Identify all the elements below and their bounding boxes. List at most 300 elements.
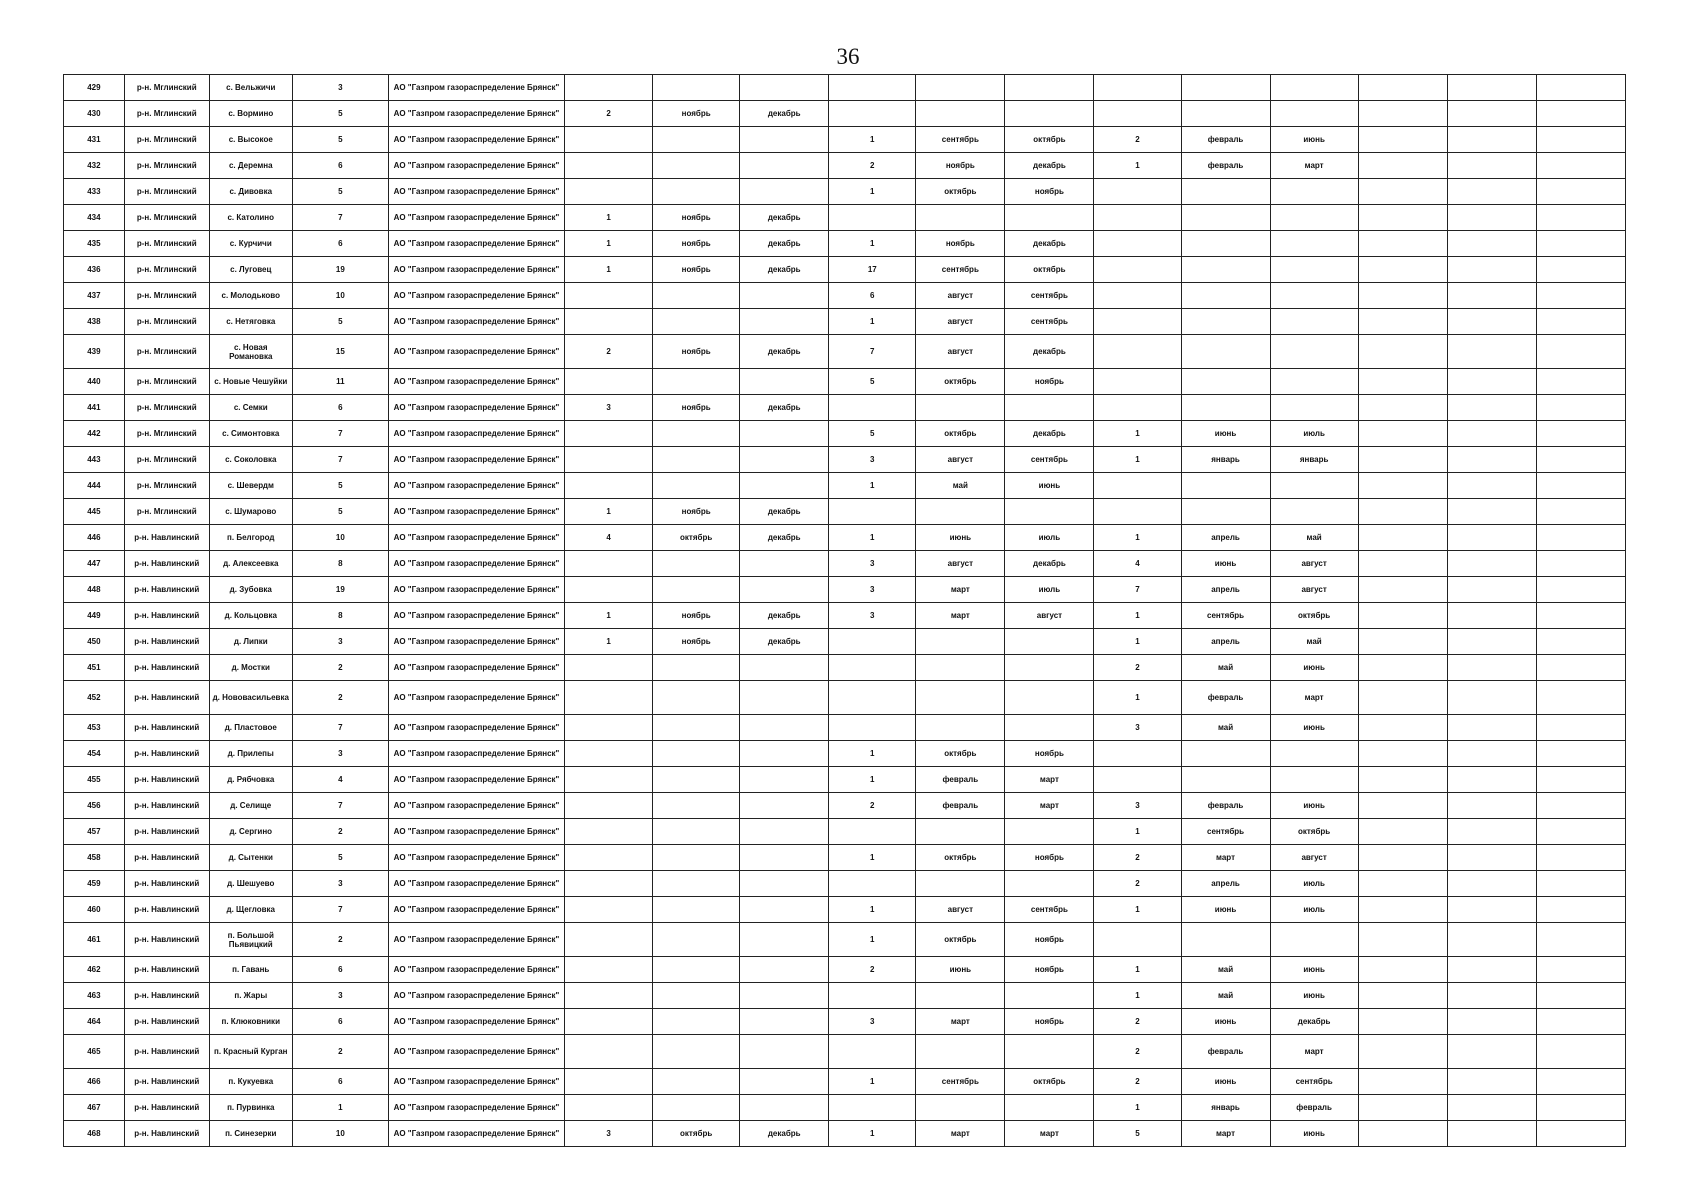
empty-cell: [1536, 629, 1625, 655]
period2-quantity-cell: 1: [829, 179, 916, 205]
period1-start-month-cell: ноябрь: [653, 335, 740, 369]
period1-quantity-cell: [565, 577, 653, 603]
period2-start-month-cell: август: [916, 335, 1005, 369]
period3-start-month-cell: июнь: [1181, 1069, 1270, 1095]
empty-cell: [1447, 525, 1536, 551]
empty-cell: [1447, 923, 1536, 957]
district-cell: р-н. Навлинский: [124, 525, 209, 551]
empty-cell: [1358, 179, 1447, 205]
locality-cell: д. Липки: [209, 629, 292, 655]
period3-quantity-cell: [1094, 257, 1181, 283]
empty-cell: [1447, 257, 1536, 283]
locality-cell: с. Шевердм: [209, 473, 292, 499]
period3-quantity-cell: [1094, 205, 1181, 231]
period2-start-month-cell: октябрь: [916, 421, 1005, 447]
period1-quantity-cell: [565, 309, 653, 335]
period2-quantity-cell: [829, 205, 916, 231]
count-cell: 8: [292, 551, 388, 577]
period1-end-month-cell: [740, 741, 829, 767]
period1-end-month-cell: [740, 897, 829, 923]
count-cell: 10: [292, 1121, 388, 1147]
organization-cell: АО "Газпром газораспределение Брянск": [388, 983, 564, 1009]
empty-cell: [1447, 957, 1536, 983]
empty-cell: [1536, 75, 1625, 101]
empty-cell: [1358, 525, 1447, 551]
table-row: [64, 153, 1626, 179]
period2-start-month-cell: март: [916, 577, 1005, 603]
period3-end-month-cell: март: [1270, 153, 1358, 179]
count-cell: 5: [292, 101, 388, 127]
row-number-cell: 466: [64, 1069, 125, 1095]
empty-cell: [1536, 1009, 1625, 1035]
period2-start-month-cell: октябрь: [916, 845, 1005, 871]
empty-cell: [1536, 369, 1625, 395]
district-cell: р-н. Навлинский: [124, 1121, 209, 1147]
empty-cell: [1358, 1095, 1447, 1121]
period1-end-month-cell: [740, 1095, 829, 1121]
locality-cell: с. Шумарово: [209, 499, 292, 525]
locality-cell: д. Щегловка: [209, 897, 292, 923]
empty-cell: [1447, 179, 1536, 205]
empty-cell: [1536, 923, 1625, 957]
period1-start-month-cell: ноябрь: [653, 257, 740, 283]
organization-cell: АО "Газпром газораспределение Брянск": [388, 395, 564, 421]
period2-quantity-cell: 17: [829, 257, 916, 283]
count-cell: 5: [292, 179, 388, 205]
empty-cell: [1447, 1069, 1536, 1095]
period1-quantity-cell: 3: [565, 395, 653, 421]
table-row: [64, 499, 1626, 525]
period1-start-month-cell: [653, 577, 740, 603]
period3-quantity-cell: 3: [1094, 793, 1181, 819]
organization-cell: АО "Газпром газораспределение Брянск": [388, 369, 564, 395]
organization-cell: АО "Газпром газораспределение Брянск": [388, 871, 564, 897]
district-cell: р-н. Навлинский: [124, 923, 209, 957]
empty-cell: [1447, 897, 1536, 923]
period1-quantity-cell: [565, 179, 653, 205]
period3-end-month-cell: [1270, 309, 1358, 335]
period1-start-month-cell: [653, 551, 740, 577]
table-row: [64, 309, 1626, 335]
period1-start-month-cell: [653, 845, 740, 871]
empty-cell: [1358, 629, 1447, 655]
organization-cell: АО "Газпром газораспределение Брянск": [388, 957, 564, 983]
period1-start-month-cell: [653, 179, 740, 205]
period3-quantity-cell: 1: [1094, 525, 1181, 551]
locality-cell: д. Мостки: [209, 655, 292, 681]
count-cell: 3: [292, 741, 388, 767]
empty-cell: [1536, 715, 1625, 741]
period3-start-month-cell: февраль: [1181, 153, 1270, 179]
period3-start-month-cell: февраль: [1181, 681, 1270, 715]
period3-end-month-cell: июль: [1270, 897, 1358, 923]
period3-end-month-cell: сентябрь: [1270, 1069, 1358, 1095]
table-row: [64, 681, 1626, 715]
period2-end-month-cell: ноябрь: [1005, 741, 1094, 767]
empty-cell: [1536, 819, 1625, 845]
empty-cell: [1447, 75, 1536, 101]
empty-cell: [1536, 577, 1625, 603]
row-number-cell: 442: [64, 421, 125, 447]
empty-cell: [1358, 1035, 1447, 1069]
count-cell: 11: [292, 369, 388, 395]
empty-cell: [1447, 499, 1536, 525]
period2-quantity-cell: 1: [829, 1121, 916, 1147]
period2-quantity-cell: 1: [829, 897, 916, 923]
period2-quantity-cell: 2: [829, 793, 916, 819]
period1-start-month-cell: ноябрь: [653, 231, 740, 257]
period1-start-month-cell: [653, 447, 740, 473]
period2-start-month-cell: [916, 819, 1005, 845]
locality-cell: п. Большой Пьявицкий: [209, 923, 292, 957]
district-cell: р-н. Мглинский: [124, 205, 209, 231]
period3-start-month-cell: апрель: [1181, 577, 1270, 603]
period3-quantity-cell: [1094, 499, 1181, 525]
period1-end-month-cell: [740, 923, 829, 957]
period1-quantity-cell: 1: [565, 629, 653, 655]
period2-start-month-cell: март: [916, 603, 1005, 629]
row-number-cell: 464: [64, 1009, 125, 1035]
period1-quantity-cell: [565, 1009, 653, 1035]
locality-cell: с. Деремна: [209, 153, 292, 179]
period2-start-month-cell: март: [916, 1009, 1005, 1035]
organization-cell: АО "Газпром газораспределение Брянск": [388, 473, 564, 499]
period1-start-month-cell: [653, 741, 740, 767]
organization-cell: АО "Газпром газораспределение Брянск": [388, 655, 564, 681]
period2-quantity-cell: [829, 1095, 916, 1121]
period3-end-month-cell: [1270, 231, 1358, 257]
period2-quantity-cell: [829, 1035, 916, 1069]
period1-start-month-cell: [653, 1035, 740, 1069]
period2-start-month-cell: октябрь: [916, 923, 1005, 957]
period1-start-month-cell: октябрь: [653, 525, 740, 551]
period2-start-month-cell: [916, 395, 1005, 421]
locality-cell: д. Кольцовка: [209, 603, 292, 629]
district-cell: р-н. Навлинский: [124, 1035, 209, 1069]
period1-quantity-cell: [565, 983, 653, 1009]
period3-end-month-cell: июль: [1270, 421, 1358, 447]
empty-cell: [1447, 1035, 1536, 1069]
empty-cell: [1358, 335, 1447, 369]
organization-cell: АО "Газпром газораспределение Брянск": [388, 179, 564, 205]
period1-quantity-cell: [565, 923, 653, 957]
period3-end-month-cell: февраль: [1270, 1095, 1358, 1121]
period1-quantity-cell: 1: [565, 257, 653, 283]
empty-cell: [1358, 741, 1447, 767]
empty-cell: [1358, 957, 1447, 983]
empty-cell: [1447, 231, 1536, 257]
empty-cell: [1447, 577, 1536, 603]
period3-start-month-cell: [1181, 923, 1270, 957]
period3-quantity-cell: 5: [1094, 1121, 1181, 1147]
period1-quantity-cell: [565, 741, 653, 767]
period1-end-month-cell: [740, 577, 829, 603]
period3-quantity-cell: [1094, 231, 1181, 257]
period2-end-month-cell: [1005, 75, 1094, 101]
district-cell: р-н. Навлинский: [124, 1069, 209, 1095]
period1-end-month-cell: [740, 767, 829, 793]
row-number-cell: 449: [64, 603, 125, 629]
period2-end-month-cell: ноябрь: [1005, 369, 1094, 395]
period1-quantity-cell: [565, 897, 653, 923]
empty-cell: [1358, 603, 1447, 629]
count-cell: 3: [292, 983, 388, 1009]
period1-quantity-cell: 2: [565, 101, 653, 127]
table-row: [64, 1121, 1626, 1147]
period1-quantity-cell: [565, 447, 653, 473]
organization-cell: АО "Газпром газораспределение Брянск": [388, 577, 564, 603]
organization-cell: АО "Газпром газораспределение Брянск": [388, 629, 564, 655]
period1-quantity-cell: [565, 681, 653, 715]
period3-end-month-cell: [1270, 369, 1358, 395]
period2-start-month-cell: октябрь: [916, 369, 1005, 395]
count-cell: 6: [292, 231, 388, 257]
district-cell: р-н. Мглинский: [124, 421, 209, 447]
empty-cell: [1536, 793, 1625, 819]
empty-cell: [1447, 101, 1536, 127]
locality-cell: с. Симонтовка: [209, 421, 292, 447]
locality-cell: с. Курчичи: [209, 231, 292, 257]
district-cell: р-н. Навлинский: [124, 577, 209, 603]
empty-cell: [1447, 551, 1536, 577]
row-number-cell: 441: [64, 395, 125, 421]
period3-start-month-cell: февраль: [1181, 1035, 1270, 1069]
district-cell: р-н. Навлинский: [124, 871, 209, 897]
period3-end-month-cell: август: [1270, 551, 1358, 577]
period3-quantity-cell: 1: [1094, 897, 1181, 923]
empty-cell: [1358, 395, 1447, 421]
period3-start-month-cell: март: [1181, 1121, 1270, 1147]
period3-start-month-cell: [1181, 179, 1270, 205]
empty-cell: [1536, 1095, 1625, 1121]
empty-cell: [1536, 655, 1625, 681]
empty-cell: [1358, 499, 1447, 525]
period1-quantity-cell: [565, 1035, 653, 1069]
period1-start-month-cell: [653, 153, 740, 179]
count-cell: 6: [292, 395, 388, 421]
period2-end-month-cell: март: [1005, 1121, 1094, 1147]
empty-cell: [1358, 923, 1447, 957]
period3-quantity-cell: 1: [1094, 1095, 1181, 1121]
period3-start-month-cell: [1181, 741, 1270, 767]
period3-start-month-cell: июнь: [1181, 1009, 1270, 1035]
district-cell: р-н. Навлинский: [124, 793, 209, 819]
district-cell: р-н. Навлинский: [124, 603, 209, 629]
district-cell: р-н. Мглинский: [124, 395, 209, 421]
period1-start-month-cell: октябрь: [653, 1121, 740, 1147]
period1-quantity-cell: [565, 655, 653, 681]
organization-cell: АО "Газпром газораспределение Брянск": [388, 231, 564, 257]
empty-cell: [1536, 499, 1625, 525]
period1-end-month-cell: декабрь: [740, 101, 829, 127]
period3-end-month-cell: [1270, 395, 1358, 421]
row-number-cell: 434: [64, 205, 125, 231]
empty-cell: [1447, 395, 1536, 421]
period1-end-month-cell: [740, 871, 829, 897]
table-row: [64, 395, 1626, 421]
period1-start-month-cell: [653, 1009, 740, 1035]
period2-end-month-cell: [1005, 205, 1094, 231]
empty-cell: [1536, 179, 1625, 205]
period1-quantity-cell: [565, 551, 653, 577]
count-cell: 5: [292, 127, 388, 153]
period3-start-month-cell: январь: [1181, 1095, 1270, 1121]
empty-cell: [1447, 871, 1536, 897]
period2-start-month-cell: август: [916, 309, 1005, 335]
period1-start-month-cell: [653, 369, 740, 395]
period2-quantity-cell: 1: [829, 525, 916, 551]
period3-start-month-cell: сентябрь: [1181, 603, 1270, 629]
row-number-cell: 456: [64, 793, 125, 819]
empty-cell: [1536, 421, 1625, 447]
period2-quantity-cell: 5: [829, 369, 916, 395]
period2-quantity-cell: 5: [829, 421, 916, 447]
empty-cell: [1447, 715, 1536, 741]
district-cell: р-н. Навлинский: [124, 681, 209, 715]
empty-cell: [1536, 525, 1625, 551]
period2-quantity-cell: [829, 499, 916, 525]
locality-cell: д. Сытенки: [209, 845, 292, 871]
period1-quantity-cell: 3: [565, 1121, 653, 1147]
locality-cell: п. Клюковники: [209, 1009, 292, 1035]
period1-quantity-cell: [565, 75, 653, 101]
period2-start-month-cell: сентябрь: [916, 1069, 1005, 1095]
empty-cell: [1447, 421, 1536, 447]
row-number-cell: 440: [64, 369, 125, 395]
period1-end-month-cell: декабрь: [740, 525, 829, 551]
gasification-schedule-table: [63, 74, 1626, 1147]
locality-cell: п. Синезерки: [209, 1121, 292, 1147]
row-number-cell: 452: [64, 681, 125, 715]
period3-quantity-cell: 2: [1094, 127, 1181, 153]
period1-quantity-cell: [565, 153, 653, 179]
period3-end-month-cell: [1270, 741, 1358, 767]
period3-quantity-cell: [1094, 767, 1181, 793]
page-number: 36: [836, 44, 860, 69]
empty-cell: [1536, 767, 1625, 793]
empty-cell: [1536, 309, 1625, 335]
count-cell: 6: [292, 153, 388, 179]
organization-cell: АО "Газпром газораспределение Брянск": [388, 819, 564, 845]
row-number-cell: 432: [64, 153, 125, 179]
row-number-cell: 446: [64, 525, 125, 551]
period1-quantity-cell: 1: [565, 603, 653, 629]
period2-start-month-cell: ноябрь: [916, 153, 1005, 179]
period3-end-month-cell: октябрь: [1270, 819, 1358, 845]
locality-cell: с. Молодьково: [209, 283, 292, 309]
period2-end-month-cell: сентябрь: [1005, 283, 1094, 309]
row-number-cell: 437: [64, 283, 125, 309]
period3-start-month-cell: май: [1181, 983, 1270, 1009]
period1-quantity-cell: [565, 1095, 653, 1121]
period2-quantity-cell: [829, 819, 916, 845]
period2-quantity-cell: [829, 75, 916, 101]
organization-cell: АО "Газпром газораспределение Брянск": [388, 75, 564, 101]
period1-end-month-cell: декабрь: [740, 499, 829, 525]
row-number-cell: 435: [64, 231, 125, 257]
empty-cell: [1447, 473, 1536, 499]
period2-end-month-cell: ноябрь: [1005, 1009, 1094, 1035]
period3-end-month-cell: декабрь: [1270, 1009, 1358, 1035]
period3-start-month-cell: [1181, 335, 1270, 369]
district-cell: р-н. Мглинский: [124, 447, 209, 473]
period1-start-month-cell: [653, 473, 740, 499]
empty-cell: [1358, 1069, 1447, 1095]
row-number-cell: 436: [64, 257, 125, 283]
count-cell: 5: [292, 309, 388, 335]
period1-end-month-cell: [740, 715, 829, 741]
empty-cell: [1358, 551, 1447, 577]
locality-cell: д. Зубовка: [209, 577, 292, 603]
period1-start-month-cell: [653, 793, 740, 819]
district-cell: р-н. Мглинский: [124, 335, 209, 369]
empty-cell: [1536, 395, 1625, 421]
period2-quantity-cell: 2: [829, 957, 916, 983]
period3-end-month-cell: август: [1270, 845, 1358, 871]
period1-start-month-cell: [653, 681, 740, 715]
period1-end-month-cell: декабрь: [740, 395, 829, 421]
locality-cell: с. Дивовка: [209, 179, 292, 205]
period2-end-month-cell: март: [1005, 767, 1094, 793]
period2-quantity-cell: [829, 629, 916, 655]
empty-cell: [1358, 231, 1447, 257]
table-row: [64, 923, 1626, 957]
period3-start-month-cell: апрель: [1181, 871, 1270, 897]
locality-cell: д. Нововасильевка: [209, 681, 292, 715]
period3-quantity-cell: 1: [1094, 983, 1181, 1009]
organization-cell: АО "Газпром газораспределение Брянск": [388, 335, 564, 369]
period2-quantity-cell: [829, 871, 916, 897]
period2-start-month-cell: август: [916, 897, 1005, 923]
table-row: [64, 75, 1626, 101]
period2-quantity-cell: 3: [829, 447, 916, 473]
count-cell: 3: [292, 871, 388, 897]
period1-quantity-cell: 1: [565, 205, 653, 231]
count-cell: 8: [292, 603, 388, 629]
period2-quantity-cell: 1: [829, 127, 916, 153]
district-cell: р-н. Навлинский: [124, 1009, 209, 1035]
period1-start-month-cell: [653, 1069, 740, 1095]
period3-end-month-cell: март: [1270, 1035, 1358, 1069]
period1-end-month-cell: [740, 793, 829, 819]
period2-end-month-cell: ноябрь: [1005, 179, 1094, 205]
table-row: [64, 473, 1626, 499]
period3-end-month-cell: июнь: [1270, 715, 1358, 741]
count-cell: 2: [292, 1035, 388, 1069]
period3-end-month-cell: [1270, 923, 1358, 957]
period3-start-month-cell: [1181, 75, 1270, 101]
row-number-cell: 444: [64, 473, 125, 499]
period3-quantity-cell: 1: [1094, 421, 1181, 447]
period2-start-month-cell: октябрь: [916, 741, 1005, 767]
district-cell: р-н. Навлинский: [124, 741, 209, 767]
period2-end-month-cell: июль: [1005, 525, 1094, 551]
period3-quantity-cell: [1094, 923, 1181, 957]
empty-cell: [1447, 819, 1536, 845]
empty-cell: [1536, 681, 1625, 715]
period3-quantity-cell: [1094, 369, 1181, 395]
period1-end-month-cell: [740, 1035, 829, 1069]
period1-start-month-cell: [653, 957, 740, 983]
organization-cell: АО "Газпром газораспределение Брянск": [388, 1069, 564, 1095]
district-cell: р-н. Навлинский: [124, 1095, 209, 1121]
empty-cell: [1358, 309, 1447, 335]
period2-quantity-cell: 3: [829, 1009, 916, 1035]
table-row: [64, 1095, 1626, 1121]
period3-quantity-cell: [1094, 741, 1181, 767]
count-cell: 5: [292, 473, 388, 499]
period2-start-month-cell: [916, 715, 1005, 741]
